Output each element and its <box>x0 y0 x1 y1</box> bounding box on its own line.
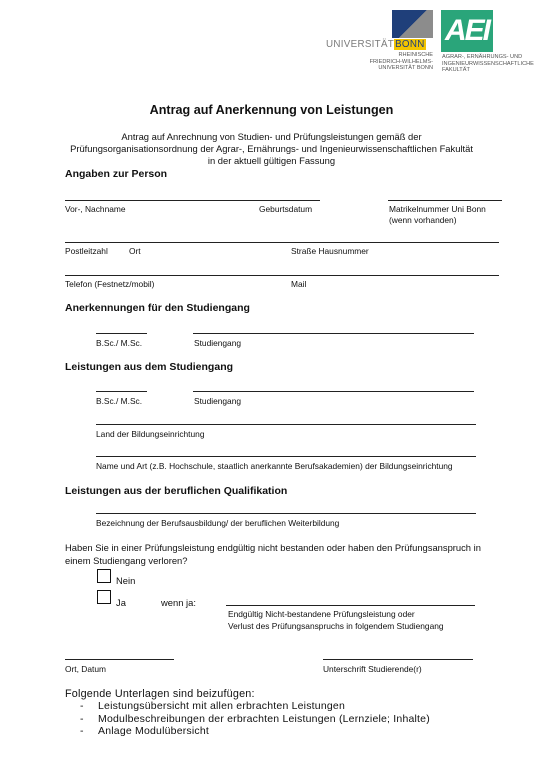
postal-code-label: Postleitzahl <box>65 246 108 256</box>
form-title: Antrag auf Anerkennung von Leistungen <box>149 103 394 117</box>
city-label: Ort <box>129 246 141 256</box>
place-date-label: Ort, Datum <box>65 664 106 674</box>
faculty-logo <box>441 10 534 80</box>
matrikel-field[interactable] <box>388 200 502 201</box>
failed-question: Haben Sie in einer Prüfungsleistung endgültig nicht bestanden oder haben den Prüfungsanspruch in einem Studiengang verloren? <box>65 542 481 566</box>
training-field[interactable] <box>96 513 476 514</box>
form-intro: Antrag auf Anrechnung von Studien- und Prüfungsleistungen gemäß der Prüfungsorganisationsordnung der Agrar-, Ernährungs- und Ingenieurwissenschaftlichen Fakultät in der aktuell gültigen Fassung <box>70 131 473 166</box>
section-heading-recognition: Anerkennungen für den Studiengang <box>65 302 250 314</box>
faculty-name: AGRAR-, ERNÄHRUNGS- UND INGENIEURWISSENSCHAFTLICHE FAKULTÄT <box>442 54 534 74</box>
recognition-degree-field[interactable] <box>96 333 147 334</box>
address-field[interactable] <box>65 242 499 243</box>
place-date-field[interactable] <box>65 659 174 660</box>
section-heading-from-program: Leistungen aus dem Studiengang <box>65 361 234 373</box>
university-subtitle: RHEINISCHE FRIEDRICH-WILHELMS- UNIVERSITÄT BONN <box>369 52 433 72</box>
checkbox-yes[interactable] <box>97 590 111 604</box>
university-logo-mark <box>392 10 433 38</box>
phone-label: Telefon (Festnetz/mobil) <box>65 279 155 289</box>
institution-field[interactable] <box>96 456 476 457</box>
name-label: Vor-, Nachname <box>65 204 126 214</box>
failed-detail-label: Endgültig Nicht-bestandene Prüfungsleistung oder Verlust des Prüfungsanspruchs in folgendem Studiengang <box>228 609 444 631</box>
institution-label: Name und Art (z.B. Hochschule, staatlich anerkannte Berufsakademien) der Bildungseinrichtung <box>96 461 453 471</box>
from-program-label: Studiengang <box>194 396 242 406</box>
contact-field[interactable] <box>65 275 499 276</box>
documents-heading: Folgende Unterlagen sind beizufügen: <box>65 688 255 700</box>
failed-detail-field[interactable] <box>226 605 475 606</box>
name-field[interactable] <box>65 200 320 201</box>
checkbox-no[interactable] <box>97 569 111 583</box>
recognition-degree-label: B.Sc./ M.Sc. <box>96 338 143 348</box>
matrikel-label: Matrikelnummer Uni Bonn (wenn vorhanden) <box>389 204 486 225</box>
training-label: Bezeichnung der Berufsausbildung/ der beruflichen Weiterbildung <box>96 518 340 528</box>
list-item: - Leistungsübersicht mit allen erbrachten Leistungen <box>80 700 345 712</box>
section-heading-person: Angaben zur Person <box>65 168 168 180</box>
list-item: - Anlage Modulübersicht <box>80 725 210 737</box>
section-heading-professional: Leistungen aus der beruflichen Qualifikation <box>65 485 288 497</box>
faculty-logo-mark: AEI <box>441 10 493 52</box>
if-yes-label: wenn ja: <box>161 597 196 608</box>
documents-list <box>80 700 430 738</box>
from-degree-field[interactable] <box>96 391 147 392</box>
university-name: UNIVERSITÄTBONN <box>326 39 425 50</box>
university-logo <box>326 10 434 80</box>
birthdate-label: Geburtsdatum <box>259 204 313 214</box>
from-degree-label: B.Sc./ M.Sc. <box>96 396 143 406</box>
checkbox-no-label: Nein <box>116 575 136 586</box>
signature-label: Unterschrift Studierende(r) <box>323 664 422 674</box>
country-label: Land der Bildungseinrichtung <box>96 429 205 439</box>
mail-label: Mail <box>291 279 307 289</box>
recognition-program-field[interactable] <box>193 333 474 334</box>
checkbox-yes-label: Ja <box>116 597 126 608</box>
from-program-field[interactable] <box>193 391 474 392</box>
country-field[interactable] <box>96 424 476 425</box>
signature-field[interactable] <box>323 659 473 660</box>
street-label: Straße Hausnummer <box>291 246 369 256</box>
list-item: - Modulbeschreibungen der erbrachten Leistungen (Lernziele; Inhalte) <box>80 712 430 725</box>
recognition-program-label: Studiengang <box>194 338 242 348</box>
